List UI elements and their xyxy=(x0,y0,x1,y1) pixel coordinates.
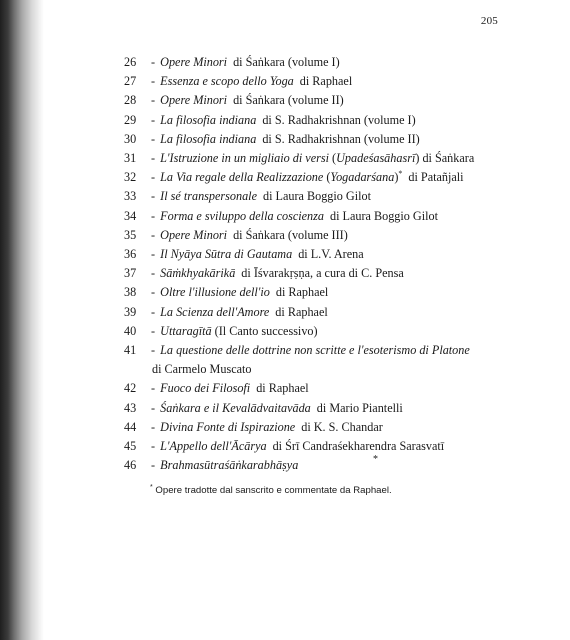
list-item: 36 - Il Nyāya Sūtra di Gautama di L.V. Arena xyxy=(124,245,544,264)
entry-title: La filosofia indiana xyxy=(160,131,257,146)
entry-connector: di xyxy=(262,131,272,146)
entry-number: 38 xyxy=(124,285,137,300)
entry-number: 29 xyxy=(124,112,137,127)
entry-author: Mario Piantelli xyxy=(329,400,403,415)
entry-number: 39 xyxy=(124,304,137,319)
entry-author: Raphael xyxy=(268,381,309,396)
list-item: 43 - Śaṅkara e il Kevalādvaitavāda di Mario Piantelli xyxy=(124,399,544,418)
entry-connector: di xyxy=(275,304,285,319)
entry-connector: di xyxy=(275,285,286,300)
list-item: 30 - La filosofia indiana di S. Radhakrishnan (volume II) xyxy=(124,130,544,149)
entry-author: Raphael xyxy=(312,74,353,89)
list-item: 28 - Opere Minori di Śaṅkara (volume II) xyxy=(124,91,544,110)
entry-title: Il Nyāya Sūtra di Gautama xyxy=(160,247,293,262)
entry-connector: di xyxy=(316,400,327,415)
list-item: 42 - Fuoco dei Filosofi di Raphael xyxy=(124,379,544,398)
entry-number: 27 xyxy=(124,74,137,89)
entry-author: Raphael xyxy=(288,285,329,300)
entry-number: 44 xyxy=(124,419,137,434)
entry-connector: di xyxy=(233,55,243,69)
entry-connector: di xyxy=(272,439,283,454)
entry-connector: di xyxy=(408,170,418,185)
list-item: 44 - Divina Fonte di Ispirazione di K. S. Chandar xyxy=(124,418,544,437)
list-item: 40 - Uttaragītā (Il Canto successivo) xyxy=(124,322,544,341)
entry-author: K. S. Chandar xyxy=(313,419,383,434)
entry-author: Patañjali xyxy=(420,170,464,185)
entry-connector: di xyxy=(233,227,243,242)
entry-title: Il sé transpersonale xyxy=(160,189,257,204)
list-item: 45 - L'Appello dell'Ācārya di Śrī Candraśekharendra Sarasvatī xyxy=(124,437,544,456)
entry-number: 34 xyxy=(124,208,137,223)
page-number: 205 xyxy=(480,15,498,27)
entry-author: S. Radhakrishnan (volume I) xyxy=(274,112,416,127)
entry-number: 33 xyxy=(124,189,137,204)
entry-number: 41 xyxy=(124,343,137,358)
list-item: 32 - La Via regale della Realizzazione (Yogadarśana)* di Patañjali xyxy=(124,168,544,187)
entry-author: Śrī Candraśekharendra Sarasvatī xyxy=(285,439,445,454)
entry-number: 28 xyxy=(124,93,137,108)
entry-author: Śaṅkara xyxy=(434,151,475,166)
entry-subtitle: (Il Canto successivo) xyxy=(214,323,318,338)
entry-number: 40 xyxy=(124,323,137,338)
entry-number: 43 xyxy=(124,400,137,415)
list-item: 29 - La filosofia indiana di S. Radhakrishnan (volume I) xyxy=(124,111,544,130)
entry-sanskrit-title: Yogadarśana xyxy=(330,170,395,185)
footnote xyxy=(150,484,392,496)
entry-title: La Scienza dell'Amore xyxy=(160,304,270,319)
entry-author: Laura Boggio Gilot xyxy=(342,208,438,223)
entry-number: 36 xyxy=(124,247,137,262)
entry-number: 45 xyxy=(124,439,137,454)
entry-number: 42 xyxy=(124,381,137,396)
list-item: 34 - Forma e sviluppo della coscienza di Laura Boggio Gilot xyxy=(124,207,544,226)
entry-number: 26 xyxy=(124,55,137,69)
entry-author: Śaṅkara (volume I) xyxy=(245,55,340,69)
list-item: 39 - La Scienza dell'Amore di Raphael xyxy=(124,303,544,322)
entry-title: L'Appello dell'Ācārya xyxy=(160,439,267,454)
list-item: 33 - Il sé transpersonale di Laura Boggio Gilot xyxy=(124,187,544,206)
entry-connector: di xyxy=(299,74,310,89)
entry-title: Essenza e scopo dello Yoga xyxy=(160,74,294,89)
entry-title: Uttaragītā xyxy=(160,323,212,338)
list-item: 31 - L'Istruzione in un migliaio di versi (Upadeśasāhasrī) di Śaṅkara xyxy=(124,149,544,168)
entry-number: 30 xyxy=(124,131,137,146)
entry-number: 37 xyxy=(124,266,137,281)
entry-number: 32 xyxy=(124,170,137,185)
entry-title: Oltre l'illusione dell'io xyxy=(160,285,270,300)
entry-connector: di xyxy=(241,266,251,281)
footnote-marker: * xyxy=(150,484,153,491)
entry-author: Śaṅkara (volume III) xyxy=(245,227,348,242)
entry-title: Divina Fonte di Ispirazione xyxy=(160,419,296,434)
entry-connector: di xyxy=(422,151,432,166)
footnote-text: Opere tradotte dal sanscrito e commentate da Raphael. xyxy=(155,485,392,497)
entry-connector: di xyxy=(301,419,311,434)
entry-author: Raphael xyxy=(287,304,328,319)
entry-author: di Carmelo Muscato xyxy=(152,362,252,377)
entry-title: La questione delle dottrine non scritte e l'esoterismo di Platone xyxy=(160,343,470,358)
entry-sanskrit-title: Upadeśasāhasrī xyxy=(336,151,416,166)
entry-author: L.V. Arena xyxy=(310,247,364,262)
entry-title: Sāṁkhyakārikā xyxy=(160,266,236,281)
list-item: 37 - Sāṁkhyakārikā di Īśvarakṛṣṇa, a cura di C. Pensa xyxy=(124,264,544,283)
list-item: 35 - Opere Minori di Śaṅkara (volume III) xyxy=(124,226,544,245)
entry-connector: di xyxy=(262,189,273,204)
entry-title: Śaṅkara e il Kevalādvaitavāda xyxy=(160,400,311,415)
entry-connector: di xyxy=(298,247,308,262)
entry-title: Brahmasūtraśāṅkarabhāṣya xyxy=(160,458,299,473)
entry-connector: di xyxy=(256,381,266,396)
bibliography-list xyxy=(124,53,544,475)
entry-title: Forma e sviluppo della coscienza xyxy=(160,208,324,223)
entry-connector: di xyxy=(329,208,340,223)
entry-connector: di xyxy=(262,112,272,127)
entry-title: Opere Minori xyxy=(160,93,228,108)
list-item: 27 - Essenza e scopo dello Yoga di Raphael xyxy=(124,72,544,91)
list-item: 46 - Brahmasūtraśāṅkarabhāṣya xyxy=(124,456,544,475)
list-item: 26 - Opere Minori di Śaṅkara (volume I) xyxy=(124,53,544,72)
entry-author: Īśvarakṛṣṇa, a cura di C. Pensa xyxy=(253,266,404,281)
entry-number: 31 xyxy=(124,151,137,166)
entry-author: S. Radhakrishnan (volume II) xyxy=(274,131,420,146)
entry-connector: di xyxy=(233,93,243,108)
list-item: 41 - La questione delle dottrine non scritte e l'esoterismo di Platone di Carmelo Muscato xyxy=(124,341,544,379)
list-item: 38 - Oltre l'illusione dell'io di Raphael xyxy=(124,283,544,302)
footnote-marker: * xyxy=(398,169,403,179)
entry-title: La Via regale della Realizzazione xyxy=(160,170,324,185)
entry-title: La filosofia indiana xyxy=(160,112,257,127)
entry-number: 35 xyxy=(124,227,137,242)
entry-number: 46 xyxy=(124,458,137,473)
entry-title: L'Istruzione in un migliaio di versi xyxy=(160,151,329,166)
stray-asterisk: * xyxy=(373,454,378,465)
entry-title: Opere Minori xyxy=(160,55,228,69)
entry-title: Opere Minori xyxy=(160,227,228,242)
binding-shadow xyxy=(0,0,44,640)
entry-author: Śaṅkara (volume II) xyxy=(245,93,344,108)
entry-author: Laura Boggio Gilot xyxy=(275,189,371,204)
entry-title: Fuoco dei Filosofi xyxy=(160,381,251,396)
